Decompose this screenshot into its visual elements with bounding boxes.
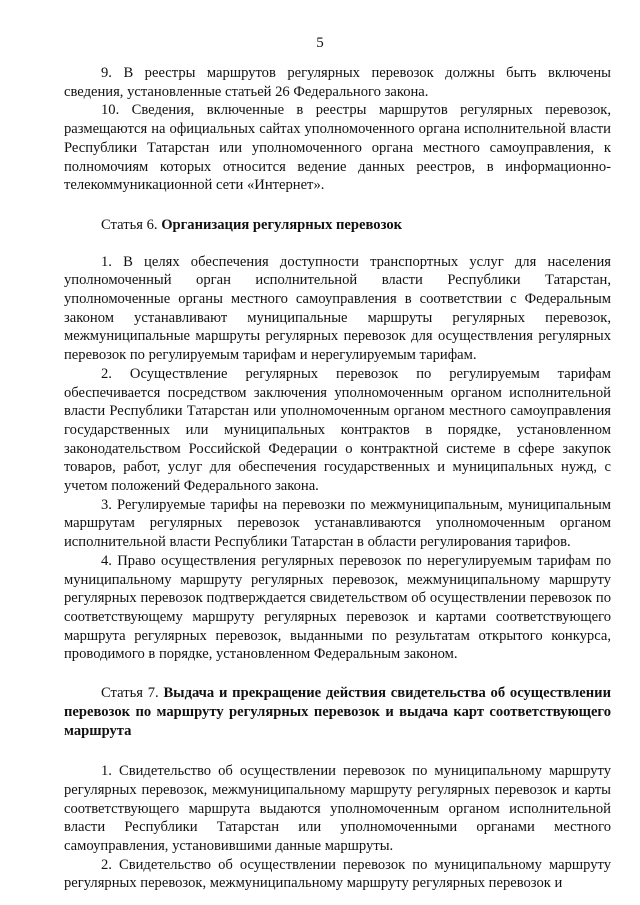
article-6-paragraph-2: 2. Осуществление регулярных перевозок по регулируемым тарифам обеспечивается посредством заключения уполномоченным органом исполнительной власти Республики Татарстан или уполномоченным органом местного самоуправления государственных или муниципальных контрактов в порядке, установленном законодательством Российской Федерации о контрактной системе в сфере закупок товаров, работ, услуг для обеспечения государственных и муниципальных нужд, с учетом положений Федерального закона. xyxy=(64,365,611,495)
article-6-title: Организация регулярных перевозок xyxy=(161,216,403,233)
article-6-prefix: Статья 6. xyxy=(101,216,162,233)
article-6-heading xyxy=(64,216,611,235)
article-6-paragraph-3: 3. Регулируемые тарифы на перевозки по межмуниципальным, муниципальным маршрутам регулярных перевозок устанавливаются уполномоченным органом исполнительной власти Республики Татарстан в области регулирования тарифов. xyxy=(64,496,611,551)
article-7-heading xyxy=(64,684,611,740)
article-7-paragraph-1: 1. Свидетельство об осуществлении перевозок по муниципальному маршруту регулярных перевозок, межмуниципальному маршруту регулярных перевозок и карты соответствующего маршрута выдаются уполномоченным органом исполнительной власти Республики Татарстан или уполномоченными органами местного самоуправления, установившими данные маршруты. xyxy=(64,763,611,855)
article-6-paragraph-4: 4. Право осуществления регулярных перевозок по нерегулируемым тарифам по муниципальному маршруту регулярных перевозок, межмуниципальному маршруту регулярных перевозок подтверждается свидетельством об осуществлении перевозок по соответствующему маршруту регулярных перевозок и картами соответствующего маршрута регулярных перевозок, выданными по результатам открытого конкурса, проводимого в порядке, установленном Федеральным законом. xyxy=(64,552,611,663)
paragraph-9: 9. В реестры маршрутов регулярных перевозок должны быть включены сведения, установленные статьей 26 Федерального закона. xyxy=(64,65,611,100)
article-7-prefix: Статья 7. xyxy=(101,685,164,702)
article-6-paragraph-1: 1. В целях обеспечения доступности транспортных услуг для населения уполномоченный орган исполнительной власти Республики Татарстан, уполномоченные органы местного самоуправления в соответствии с Федеральным законом устанавливают муниципальные маршруты регулярных перевозок, межмуниципальные маршруты регулярных перевозок для осуществления регулярных перевозок по регулируемым тарифам и нерегулируемым тарифам. xyxy=(64,253,611,364)
page-number: 5 xyxy=(316,35,324,51)
article-7-title: Выдача и прекращение действия свидетельства об осуществлении перевозок по маршруту регулярных перевозок и выдача карт соответствующего маршрута xyxy=(64,685,611,739)
article-7-paragraph-2: 2. Свидетельство об осуществлении перевозок по муниципальному маршруту регулярных перевозок, межмуниципальному маршруту регулярных перевозок и xyxy=(64,856,611,892)
document-body xyxy=(64,64,611,893)
paragraph-10: 10. Сведения, включенные в реестры маршрутов регулярных перевозок, размещаются на официальных сайтах уполномоченного органа исполнительной власти Республики Татарстан или уполномоченного органа местного самоуправления, к полномочиям которых относится ведение данных реестров, в информационно-телекоммуникационной сети «Интернет». xyxy=(64,102,611,194)
